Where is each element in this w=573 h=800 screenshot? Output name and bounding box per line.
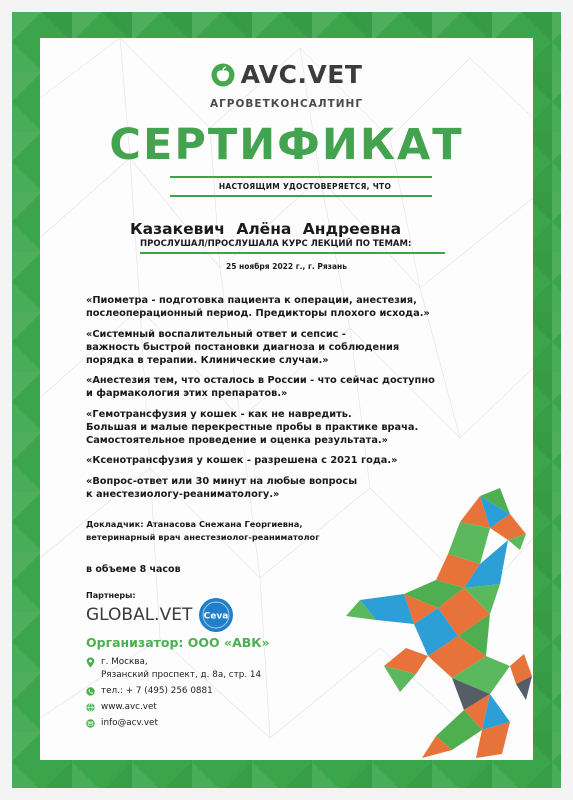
topics-list — [86, 294, 486, 508]
topic-item — [86, 374, 486, 400]
globalvet-logo: GLOBAL.VET — [86, 605, 193, 625]
course-statement: ПРОСЛУШАЛ/ПРОСЛУШАЛА КУРС ЛЕКЦИЙ ПО ТЕМАМ: — [140, 239, 412, 249]
topic-line: «Гемотрансфузия у кошек - как не навредить. — [86, 408, 352, 420]
address-city: г. Москва, — [101, 657, 148, 667]
email-row — [86, 717, 261, 730]
phone-text: тел.: + 7 (495) 256 0881 — [101, 686, 213, 696]
statement-underline — [140, 252, 445, 254]
event-date: 25 ноября 2022 г., г. Рязань — [226, 262, 347, 271]
organizer-contacts — [86, 656, 261, 733]
location-pin-icon — [86, 657, 95, 668]
topic-line: «Пиометра - подготовка пациента к операции, анестезия, — [86, 295, 417, 306]
topic-line: важность быстрой постановки диагноза и соблюдения — [86, 341, 400, 353]
topic-item — [86, 454, 486, 467]
topic-line: порядка в терапии. Клинические случаи.» — [86, 354, 329, 366]
email-link[interactable]: info@acv.vet — [101, 718, 158, 728]
website-link[interactable]: www.avc.vet — [101, 702, 157, 712]
address-row — [86, 656, 261, 682]
topic-item — [86, 408, 486, 447]
certificate-title: СЕРТИФИКАТ — [109, 120, 464, 170]
recipient-name: Казакевич Алёна Андреевна — [130, 220, 402, 238]
partners-label: Партнеры: — [86, 591, 136, 600]
title-divider-bottom — [170, 195, 432, 197]
polygonal-dog-illustration — [340, 488, 532, 760]
topic-item — [86, 294, 486, 320]
brand-name: AVC.VET — [240, 60, 363, 89]
email-icon — [86, 718, 95, 729]
organizer-title: Организатор: ООО «АВК» — [86, 635, 270, 650]
certify-text: НАСТОЯЩИМ УДОСТОВЕРЯЕТСЯ, ЧТО — [218, 182, 392, 191]
brand-tagline: АГРОВЕТКОНСАЛТИНГ — [209, 98, 364, 110]
phone-row — [86, 685, 261, 698]
topic-line: послеоперационный период. Предикторы плохого исхода.» — [86, 308, 430, 319]
phone-icon — [86, 686, 95, 697]
ceva-logo — [198, 597, 234, 633]
apple-icon — [211, 63, 235, 87]
topic-line: Большая и малые перекрестные пробы в практике врача. — [86, 421, 419, 433]
speaker-title: ветеринарный врач анестезиолог-реаниматолог — [86, 532, 320, 542]
certificate-sheet — [40, 38, 533, 760]
topic-line: «Вопрос-ответ или 30 минут на любые вопросы — [86, 475, 358, 487]
topic-line: «Системный воспалительный ответ и сепсис - — [86, 328, 346, 340]
topic-line: Самостоятельное проведение и оценка результата.» — [86, 434, 388, 446]
course-volume: в объеме 8 часов — [86, 564, 181, 575]
ceva-label: Ceva — [203, 611, 229, 622]
brand-logo — [40, 60, 533, 89]
topic-line: к анестезиологу-реаниматологу.» — [86, 488, 280, 500]
topic-line: и фармакология этих препаратов.» — [86, 388, 288, 399]
topic-item — [86, 328, 486, 367]
topic-line: «Анестезия тем, что осталось в России - что сейчас доступно — [86, 375, 435, 386]
speaker-name: Докладчик: Атанасова Снежана Георгиевна, — [86, 519, 303, 529]
globe-icon — [86, 702, 95, 713]
website-row — [86, 701, 261, 714]
topic-line: «Ксенотрансфузия у кошек - разрешена с 2021 года.» — [86, 455, 398, 466]
address-street: Рязанский проспект, д. 8а, стр. 14 — [101, 670, 262, 680]
title-divider-top — [170, 176, 432, 178]
